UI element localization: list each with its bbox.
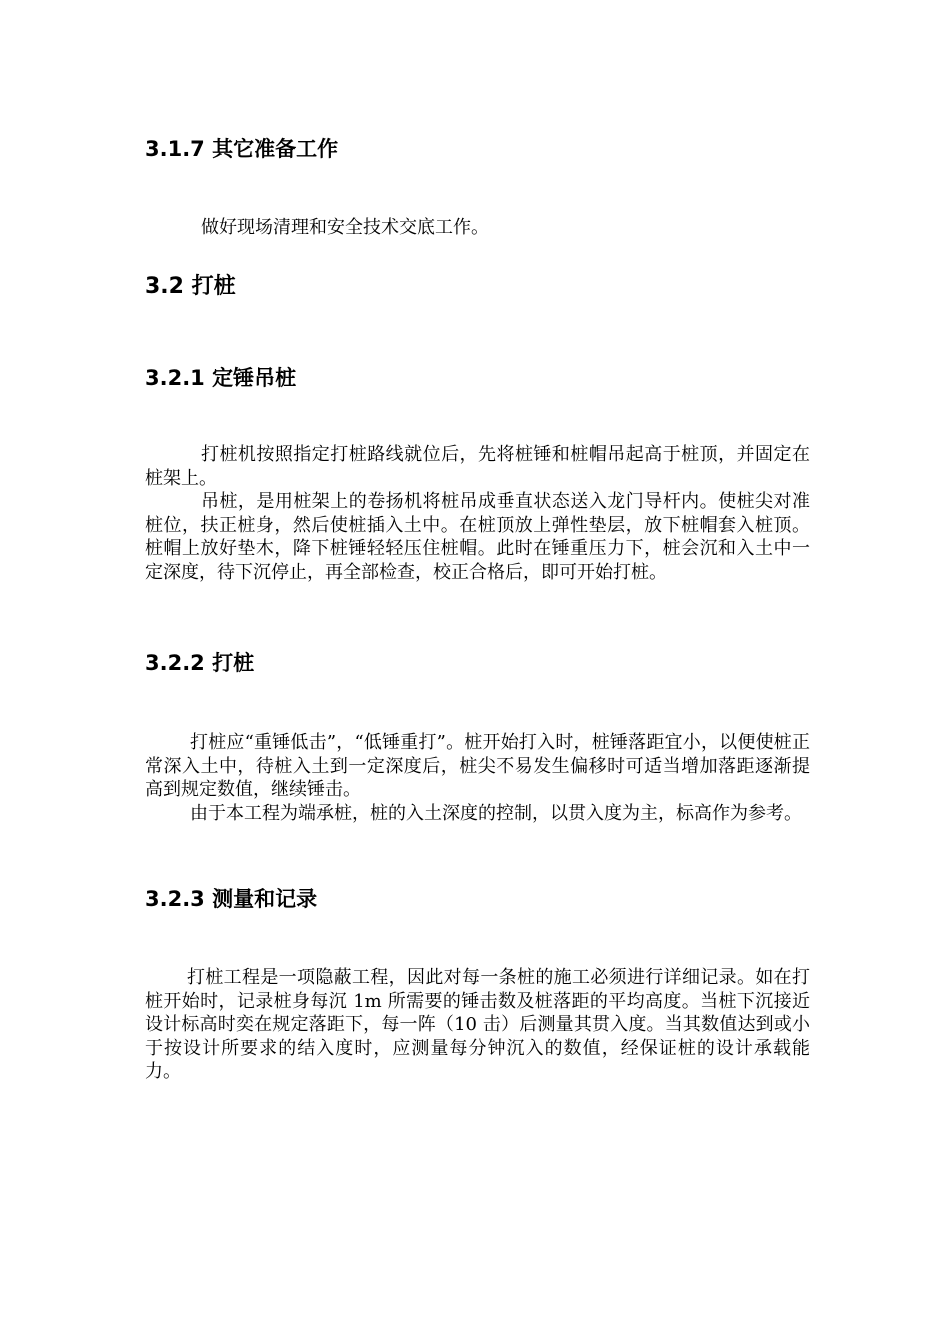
heading-3-2-1: 3.2.1 定锤吊桩 (145, 366, 297, 390)
paragraph: 打桩应“重锤低击”，“低锤重打”。桩开始打入时，桩锤落距宜小，以便使桩正常深入土中，待桩入土到一定深度后，桩尖不易发生偏移时可适当增加落距逐渐提高到规定数值，继续锤击。 (145, 732, 810, 800)
heading-3-2-3: 3.2.3 测量和记录 (145, 887, 318, 911)
heading-3-2: 3.2 打桩 (145, 274, 236, 299)
section-3-1-7-body (145, 216, 810, 240)
paragraph: 打桩工程是一项隐蔽工程，因此对每一条桩的施工必须进行详细记录。如在打桩开始时，记录桩身每沉 1m 所需要的锤击数及桩落距的平均高度。当桩下沉接近设计标高时奕在规定落距下，每一阵（10 击）后测量其贯入度。当其数值达到或小于按设计所要求的结入度时，应测量每分钟沉入的数值，经保证桩的设计承载能力。 (145, 967, 810, 1082)
section-3-2-2-body (145, 731, 810, 825)
section-3-2-3-body (145, 966, 810, 1084)
paragraph: 由于本工程为端承桩，桩的入土深度的控制，以贯入度为主，标高作为参考。 (190, 802, 802, 824)
heading-3-2-2: 3.2.2 打桩 (145, 651, 255, 675)
heading-3-1-7: 3.1.7 其它准备工作 (145, 137, 339, 161)
paragraph: 吊桩，是用桩架上的卷扬机将桩吊成垂直状态送入龙门导杆内。使桩尖对准桩位，扶正桩身，然后使桩插入土中。在桩顶放上弹性垫层，放下桩帽套入桩顶。桩帽上放好垫木，降下桩锤轻轻压住桩帽。此时在锤重压力下，桩会沉和入土中一定深度，待下沉停止，再全部检查，校正合格后，即可开始打桩。 (145, 491, 810, 583)
paragraph: 做好现场清理和安全技术交底工作。 (201, 217, 489, 238)
section-3-2-1-body (145, 443, 810, 584)
paragraph: 打桩机按照指定打桩路线就位后，先将桩锤和桩帽吊起高于桩顶，并固定在桩架上。 (145, 444, 810, 489)
